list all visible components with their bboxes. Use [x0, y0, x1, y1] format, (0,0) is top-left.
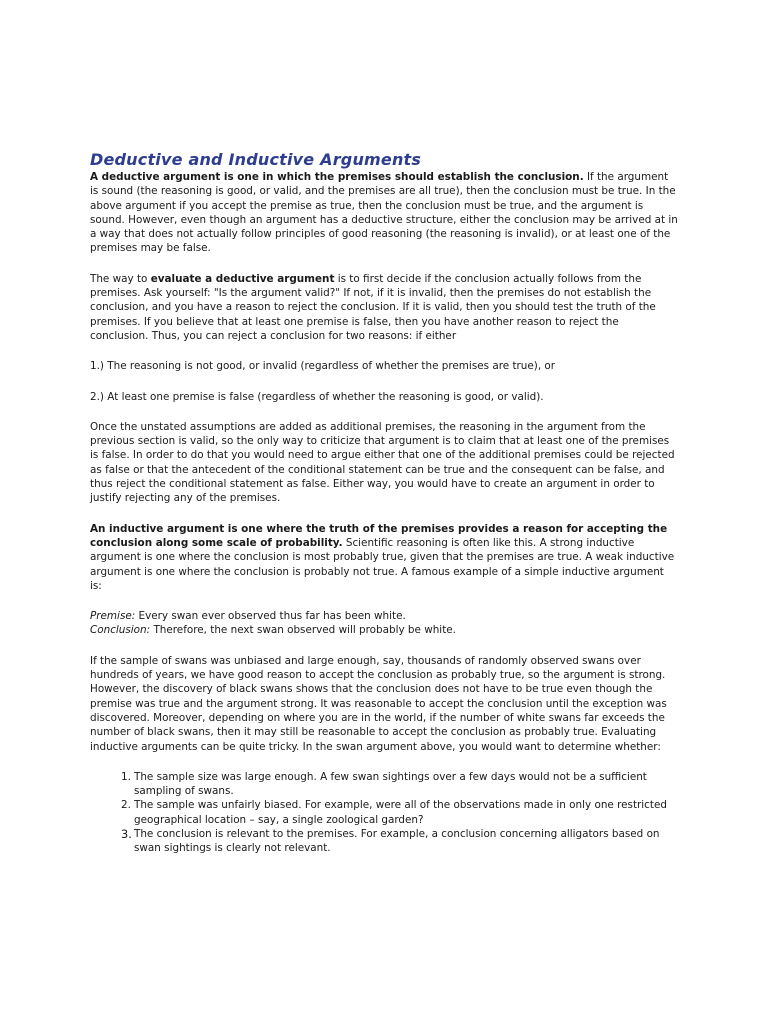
- reason-two: 2.) At least one premise is false (regardless of whether the reasoning is good, or valid).: [90, 390, 544, 403]
- deductive-definition-text: If the argument is sound (the reasoning is good, or valid, and the premises are all true), then the conclusion must be true. In the above argument if you accept the premise as true, then the conclusion must be true, and the argument is sound. However, even though an argument has a deductive structure, either the conclusion may be arrived at in a way that does not actually follow principles of good reasoning (the reasoning is invalid), or at least one of the premises may be false.: [90, 171, 678, 255]
- inductive-definition-text: Scientific reasoning is often like this. A strong inductive argument is one where the conclusion is most probably true, given that the premises are true. A weak inductive argument is one where the conclusion is probably not true. A famous example of a simple inductive argument is:: [90, 536, 675, 592]
- list-item-text: The conclusion is relevant to the premises. For example, a conclusion concerning alligators based on swan sightings is clearly not relevant.: [134, 827, 660, 855]
- list-item-number: 3.: [121, 826, 132, 841]
- conclusion-label: Conclusion:: [90, 624, 151, 637]
- page-title: Deductive and Inductive Arguments: [90, 150, 422, 169]
- paragraph-unstated-assumptions: Once the unstated assumptions are added as additional premises, the reasoning in the argument from the previous section is valid, so the only way to criticize that argument is to claim that at least one of the premises is false. In order to do that you would need to argue either that one of the additional premises could be rejected as false or that the antecedent of the conditional statement can be true and the consequent can be false, and thus reject the conditional statement as false. Either way, you would have to create an argument in order to justify rejecting any of the premises.: [90, 420, 675, 505]
- reason-one: 1.) The reasoning is not good, or invalid (regardless of whether the premises are true), or: [90, 360, 556, 373]
- list-item: [90, 827, 678, 856]
- inductive-definition-bold: An inductive argument is one where the truth of the premises provides a reason for accepting the conclusion along some scale of probability.: [90, 522, 668, 549]
- paragraph-evaluate-deductive: [90, 272, 678, 343]
- premise-label: Premise:: [90, 610, 136, 623]
- evaluate-bold: evaluate a deductive argument: [150, 272, 335, 285]
- premise-line: [90, 609, 678, 623]
- document-body: [90, 150, 678, 856]
- evaluate-pre: The way to: [90, 272, 151, 285]
- paragraph-inductive-definition: [90, 522, 678, 593]
- evaluation-list: [90, 770, 678, 856]
- list-item-text: The sample size was large enough. A few swan sightings over a few days would not be a sufficient sampling of swans.: [134, 770, 647, 798]
- deductive-definition-bold: A deductive argument is one in which the premises should establish the conclusion.: [90, 171, 584, 183]
- paragraph-deductive-definition: [90, 170, 678, 256]
- list-item: [90, 798, 678, 827]
- list-item-number: 1.: [121, 770, 131, 783]
- paragraph-swan-evaluation: If the sample of swans was unbiased and large enough, say, thousands of randomly observed swans over hundreds of years, we have good reason to accept the conclusion as probably true, so the argument is strong. However, the discovery of black swans shows that the conclusion does not have to be true even though the premise was true and the argument strong. It was reasonable to accept the conclusion until the exception was discovered. Moreover, depending on where you are in the world, if the number of white swans far exceeds the number of black swans, then it may still be reasonable to accept the conclusion as probably true. Evaluating inductive arguments can be quite tricky. In the swan argument above, you would want to determine whether:: [90, 654, 667, 753]
- list-item-number: 2.: [121, 799, 131, 812]
- evaluate-text: is to first decide if the conclusion actually follows from the premises. Ask yourself: "Is the argument valid?" If not, if it is invalid, then the premises do not establish the conclusion, and you have a reason to reject the conclusion. If it is valid, then you should test the truth of the premises. If you believe that at least one premise is false, then you have another reason to reject the conclusion. Thus, you can reject a conclusion for two reasons: if either: [90, 272, 656, 342]
- conclusion-line: [90, 623, 678, 637]
- list-item-text: The sample was unfairly biased. For example, were all of the observations made in only one restricted geographical location – say, a single zoological garden?: [134, 799, 667, 826]
- conclusion-text: Therefore, the next swan observed will probably be white.: [150, 624, 456, 637]
- premise-text: Every swan ever observed thus far has been white.: [135, 610, 406, 623]
- list-item: [90, 770, 678, 799]
